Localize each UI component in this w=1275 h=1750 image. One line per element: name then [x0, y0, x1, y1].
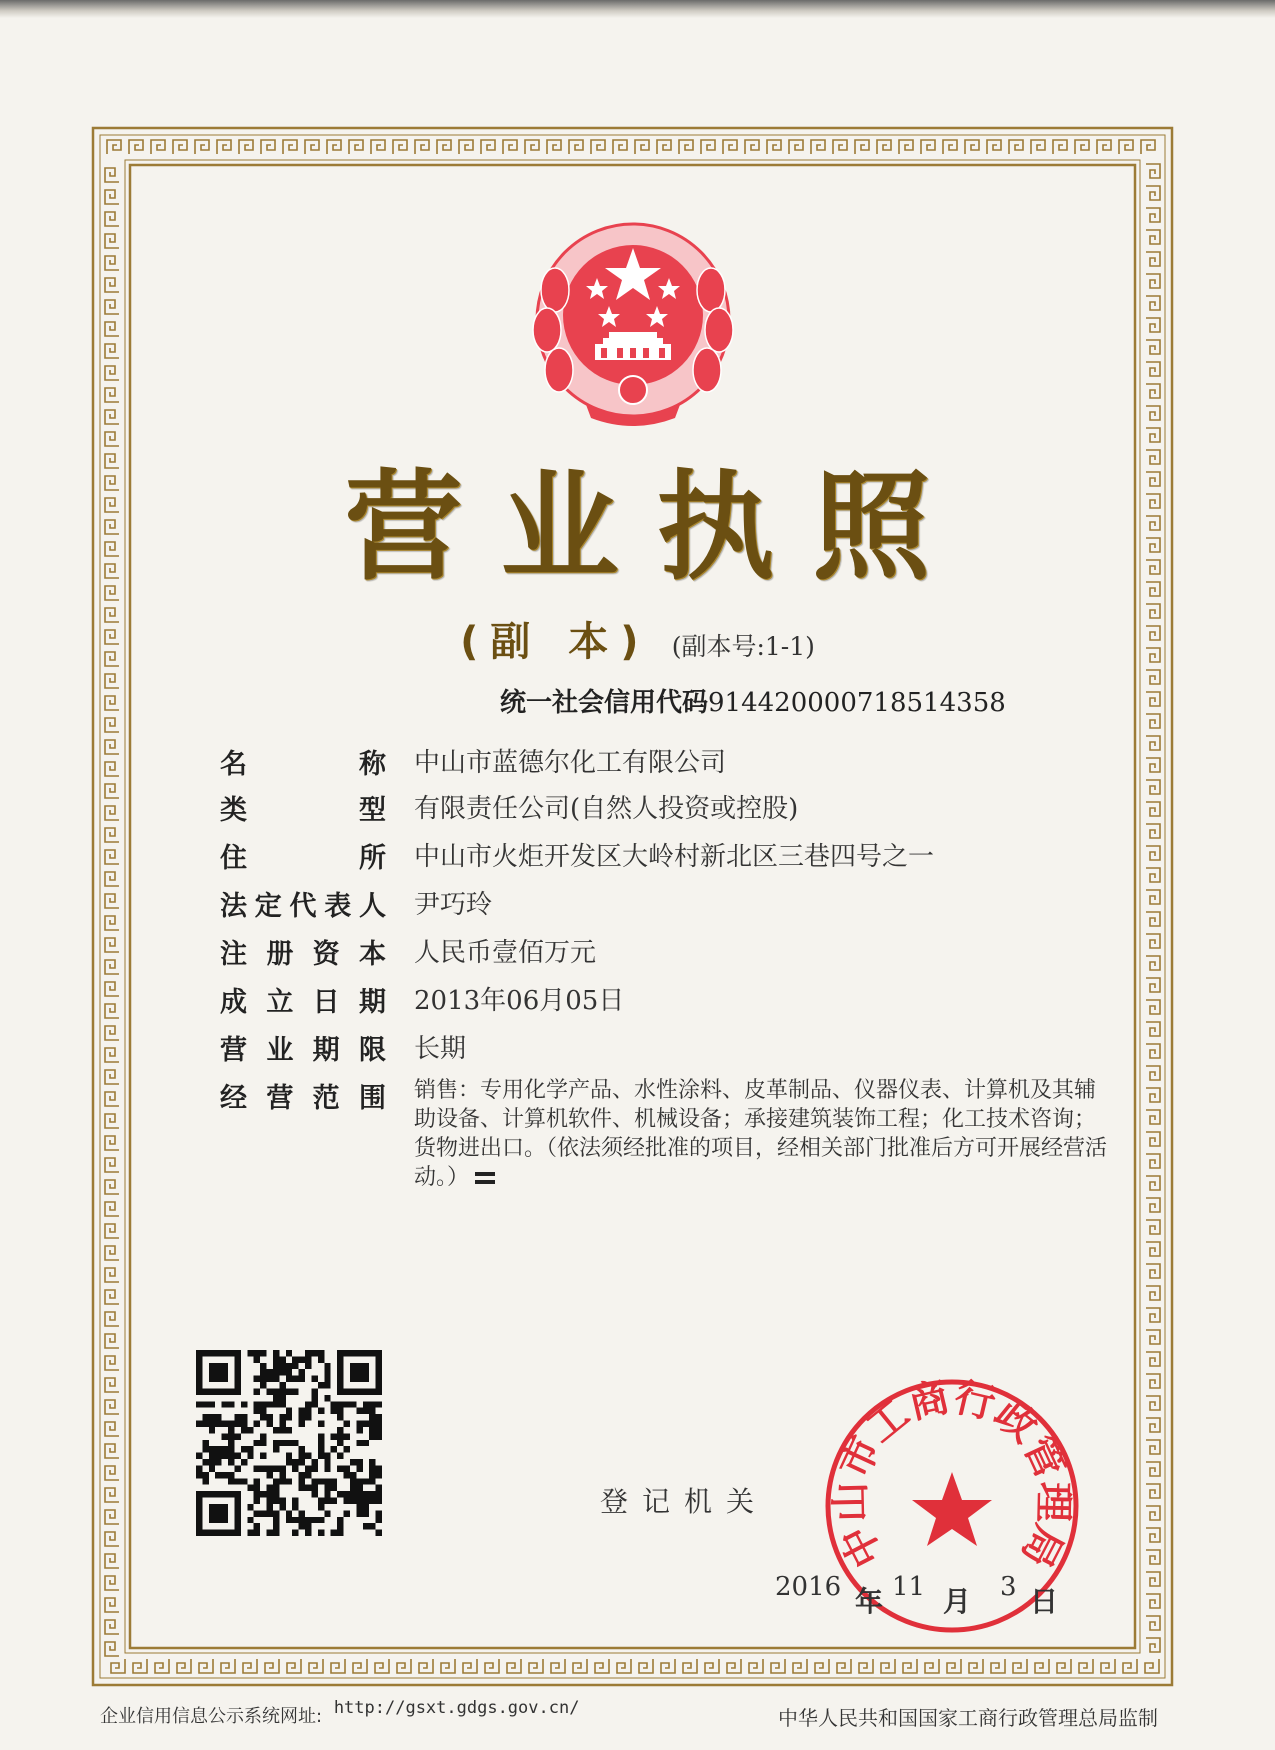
label-char: 名	[220, 749, 247, 780]
label-char: 营	[266, 1083, 294, 1114]
date-month: 11	[892, 1572, 926, 1602]
label-char: 所	[359, 843, 386, 874]
date-year: 2016	[775, 1572, 842, 1602]
field-value: 2013年06月05日	[414, 986, 625, 1016]
date-year-unit: 年	[855, 1585, 884, 1618]
registration-authority-label: 登记机关	[600, 1485, 769, 1518]
footer-website-label: 企业信用信息公示系统网址:	[100, 1706, 323, 1727]
label-char: 期	[312, 1035, 340, 1066]
footer-supervisor: 中华人民共和国国家工商行政管理总局监制	[778, 1706, 1158, 1730]
label-char: 册	[266, 939, 294, 970]
label-char: 类	[220, 795, 247, 826]
date-day-unit: 日	[1030, 1585, 1059, 1618]
label-char: 范	[312, 1083, 340, 1114]
label-char: 围	[358, 1083, 386, 1114]
field-label	[220, 1028, 386, 1067]
label-char: 业	[266, 1035, 294, 1066]
label-char: 本	[358, 939, 386, 970]
field-value: 有限责任公司(自然人投资或控股)	[414, 794, 799, 824]
field-value: 中山市火炬开发区大岭村新北区三巷四号之一	[414, 842, 935, 872]
credit-code-value: 914420000718514358	[708, 688, 1006, 718]
label-char: 代	[289, 891, 317, 922]
label-char: 限	[358, 1035, 386, 1066]
date-month-unit: 月	[943, 1585, 972, 1618]
date-day: 3	[1000, 1572, 1017, 1602]
end-mark	[475, 1172, 495, 1184]
national-emblem-icon	[525, 220, 741, 430]
credit-code-label: 统一社会信用代码	[500, 688, 709, 718]
field-label	[220, 980, 386, 1019]
scope-text: 销售：专用化学产品、水性涂料、皮革制品、仪器仪表、计算机及其辅助设备、计算机软件、机械设备；承接建筑装饰工程；化工技术咨询；货物进出口。（依法须经批准的项目，经相关部门批准后方可开展经营活动。）	[414, 1078, 1108, 1190]
label-char: 日	[312, 987, 340, 1018]
label-char: 资	[312, 939, 340, 970]
label-char: 称	[359, 749, 386, 780]
field-label	[220, 836, 386, 875]
footer-url: http://gsxt.gdgs.gov.cn/	[333, 1698, 580, 1718]
field-value: 长期	[414, 1034, 467, 1064]
field-label	[220, 884, 386, 923]
label-char: 人	[359, 891, 386, 922]
label-char: 成	[220, 987, 247, 1018]
field-value: 尹巧玲	[414, 890, 493, 920]
label-char: 营	[220, 1035, 247, 1066]
seal-text: 中山市工商行政管理局	[827, 1374, 1077, 1575]
footer-website	[100, 1698, 580, 1728]
label-char: 经	[220, 1083, 247, 1114]
field-label	[220, 742, 386, 781]
label-char: 定	[254, 891, 282, 922]
license-title: 营业执照	[344, 458, 969, 596]
label-char: 法	[220, 891, 247, 922]
field-label	[220, 788, 386, 827]
copy-number: (副本号:1-1)	[671, 632, 815, 661]
field-value: 中山市蓝德尔化工有限公司	[414, 748, 727, 778]
field-label	[220, 932, 386, 971]
field-value: 人民币壹佰万元	[414, 938, 597, 968]
label-char: 型	[359, 795, 386, 826]
credit-code-row	[500, 682, 1006, 719]
field-value-scope	[414, 1076, 1114, 1192]
label-char: 注	[220, 939, 247, 970]
label-char: 表	[324, 891, 352, 922]
label-char: 立	[266, 987, 294, 1018]
qr-code-icon	[196, 1350, 382, 1536]
field-label	[220, 1076, 386, 1115]
label-char: 住	[220, 843, 247, 874]
copy-row	[0, 610, 1275, 667]
copy-title: (副 本)	[460, 619, 651, 665]
label-char: 期	[358, 987, 386, 1018]
